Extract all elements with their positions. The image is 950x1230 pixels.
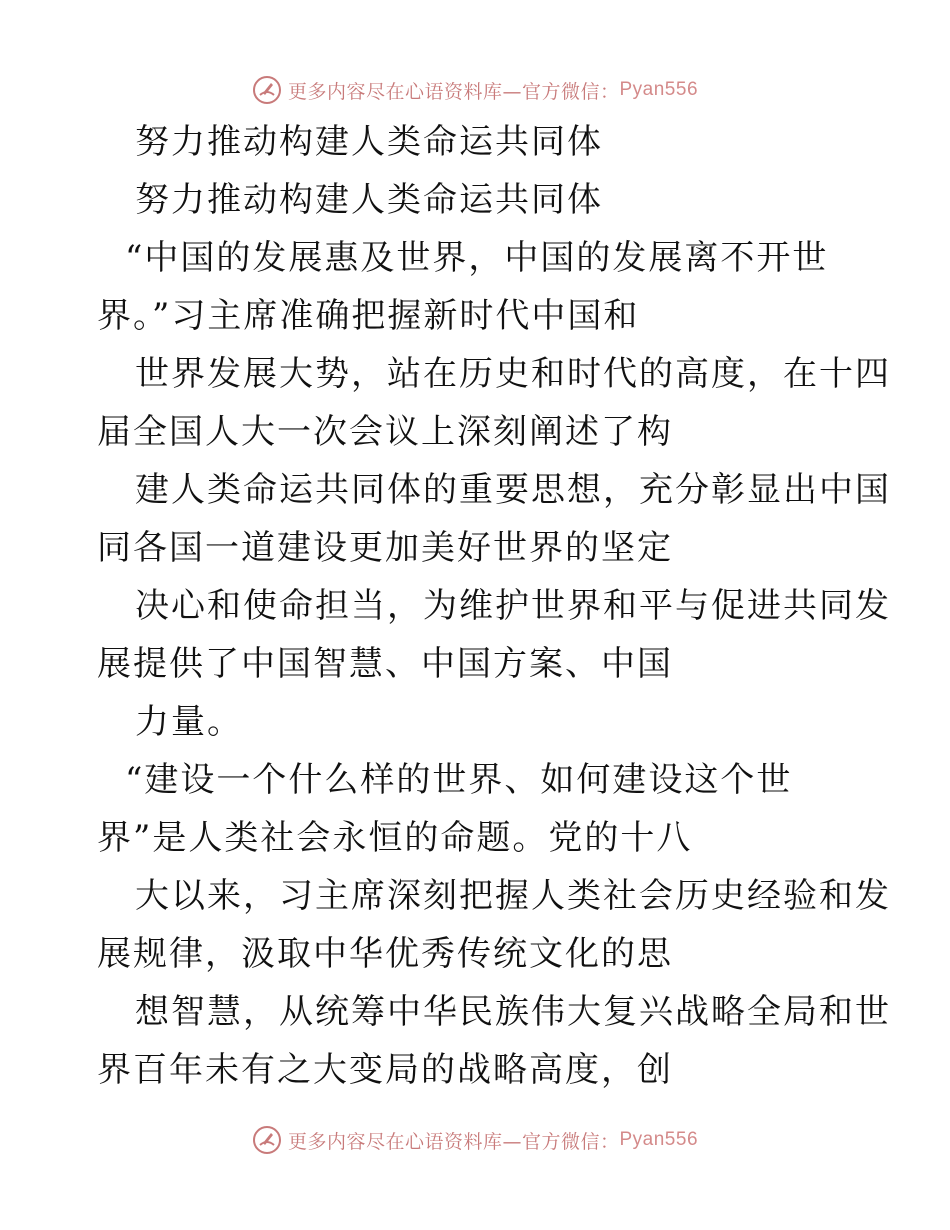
doc-line: 同各国一道建设更加美好世界的坚定	[97, 528, 673, 568]
book-pen-logo-icon	[252, 1125, 282, 1155]
doc-line: 建人类命运共同体的重要思想，充分彰显出中国	[135, 470, 891, 510]
doc-line: 世界发展大势，站在历史和时代的高度，在十四	[135, 354, 891, 394]
header-watermark	[0, 70, 950, 110]
watermark-text: 更多内容尽在心语资料库—官方微信：	[287, 80, 620, 103]
doc-line: 展规律，汲取中华优秀传统文化的思	[97, 934, 673, 974]
doc-line: 界百年未有之大变局的战略高度，创	[97, 1050, 673, 1090]
doc-line: 想智慧，从统筹中华民族伟大复兴战略全局和世	[135, 992, 891, 1032]
watermark-text: 更多内容尽在心语资料库—官方微信：	[287, 1130, 620, 1153]
doc-line: 大以来，习主席深刻把握人类社会历史经验和发	[135, 876, 891, 916]
doc-line: 届全国人大一次会议上深刻阐述了构	[97, 412, 673, 452]
doc-line: 力量。	[135, 702, 243, 742]
doc-line: “中国的发展惠及世界，中国的发展离不开世	[125, 238, 829, 278]
book-pen-logo-icon	[252, 75, 282, 105]
doc-line: “建设一个什么样的世界、如何建设这个世	[125, 760, 793, 800]
doc-line: 决心和使命担当，为维护世界和平与促进共同发	[135, 586, 891, 626]
doc-line: 界。”习主席准确把握新时代中国和	[97, 296, 640, 336]
doc-title: 努力推动构建人类命运共同体	[135, 122, 603, 162]
footer-watermark	[0, 1120, 950, 1160]
watermark-wechat-id: Pyan556	[619, 79, 699, 100]
doc-subtitle: 努力推动构建人类命运共同体	[135, 180, 603, 220]
watermark-wechat-id: Pyan556	[619, 1129, 699, 1150]
doc-line: 界”是人类社会永恒的命题。党的十八	[97, 818, 693, 858]
doc-line: 展提供了中国智慧、中国方案、中国	[97, 644, 673, 684]
